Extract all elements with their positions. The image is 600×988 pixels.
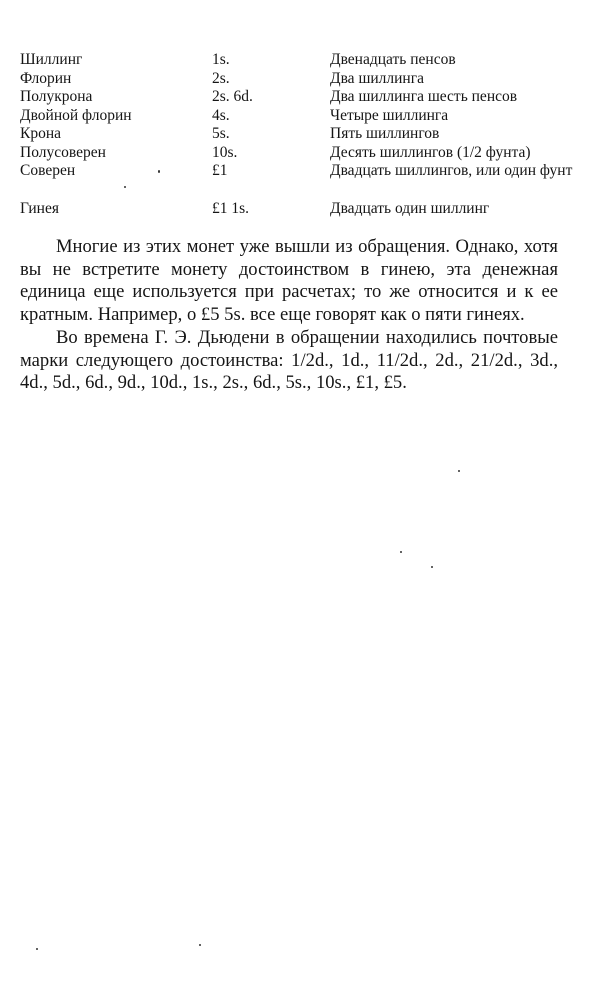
coin-description: Десять шиллингов (1/2 фунта) — [330, 143, 531, 161]
print-speck — [36, 948, 38, 950]
print-speck — [400, 551, 402, 553]
paragraph: Многие из этих монет уже вышли из обращения. Однако, хотя вы не встретите монету достоинством в гинею, эта денежная единица еще используется при расчетах; то же относится и к ее кратным. Например, о £5 5s. все еще говорят как о пяти гинеях. — [20, 236, 558, 326]
coin-value: 10s. — [212, 143, 238, 161]
print-speck — [124, 186, 126, 188]
coin-value: £1 1s. — [212, 200, 250, 217]
coin-name: Шиллинг — [20, 51, 83, 68]
coin-name: Флорин — [20, 69, 72, 87]
print-speck — [199, 944, 201, 946]
coin-name: Двойной флорин — [20, 106, 132, 124]
table-row — [20, 200, 580, 219]
coin-description: Двадцать один шиллинг — [330, 200, 490, 217]
paragraph: Во времена Г. Э. Дьюдени в обращении находились почтовые марки следующего достоинства: 1/2d., 1d., 11/2d., 2d., 21/2d., 3d., 4d., 5d., 6d., 9d., 10d., 1s., 2s., 6d., 5s., 10s., £1, £5. — [20, 326, 558, 394]
body-text — [20, 236, 558, 395]
coin-value: 2s. 6d. — [212, 88, 253, 105]
coin-description: Два шиллинга — [330, 69, 424, 87]
coin-name: Гинея — [20, 200, 59, 217]
print-speck — [458, 470, 460, 472]
table-row — [20, 107, 580, 126]
table-row — [20, 125, 580, 144]
coin-value: 1s. — [212, 51, 230, 68]
table-row — [20, 144, 580, 163]
coin-name: Соверен — [20, 162, 76, 179]
coin-name: Полусоверен — [20, 143, 106, 161]
coin-description: Четыре шиллинга — [330, 106, 449, 124]
coin-description: Два шиллинга шесть пенсов — [330, 88, 518, 105]
coin-name: Полукрона — [20, 88, 93, 105]
coin-value: 5s. — [212, 125, 230, 142]
table-row — [20, 88, 580, 107]
print-speck — [431, 566, 433, 568]
coin-value: £1 — [212, 162, 228, 179]
coin-value: 2s. — [212, 69, 230, 87]
coin-name: Крона — [20, 125, 62, 142]
print-speck — [158, 170, 160, 173]
table-row — [20, 51, 580, 70]
coin-description: Двадцать шиллингов, или один фунт — [330, 162, 573, 179]
table-row — [20, 70, 580, 89]
table-row — [20, 162, 580, 199]
coin-value: 4s. — [212, 106, 230, 124]
coin-description: Двенадцать пенсов — [330, 51, 456, 68]
coin-table — [20, 51, 580, 219]
coin-description: Пять шиллингов — [330, 125, 440, 142]
